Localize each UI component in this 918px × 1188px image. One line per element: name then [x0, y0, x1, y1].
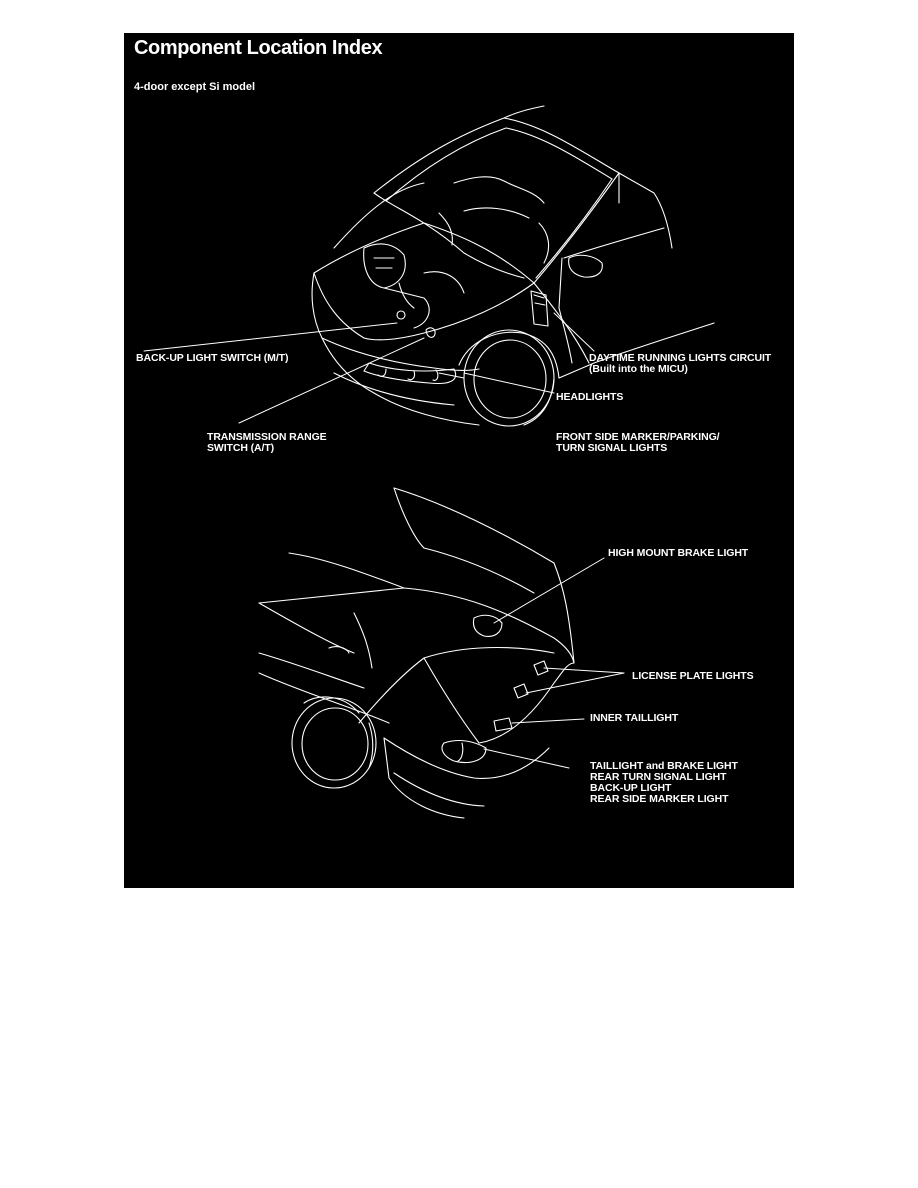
label-drl-circuit — [589, 353, 771, 375]
page-title: Component Location Index — [134, 37, 383, 59]
label-taillight-line-2: REAR TURN SIGNAL LIGHT — [590, 771, 727, 783]
rear-car-drawing — [259, 488, 574, 818]
headlights-leader — [464, 373, 554, 393]
front-car-drawing — [312, 106, 714, 426]
label-drl-circuit-line-1: DAYTIME RUNNING LIGHTS CIRCUIT — [589, 352, 772, 364]
label-front-side-marker — [556, 432, 719, 454]
label-taillight-line-1: TAILLIGHT and BRAKE LIGHT — [590, 760, 738, 772]
label-transmission-range-switch — [207, 432, 327, 454]
rear-leader-lines — [484, 558, 624, 768]
backup-switch-leader — [144, 323, 397, 351]
high-mount-leader — [494, 558, 604, 623]
label-inner-taillight: INNER TAILLIGHT — [590, 712, 679, 724]
label-backup-light-switch: BACK-UP LIGHT SWITCH (M/T) — [136, 352, 289, 364]
label-headlights: HEADLIGHTS — [556, 391, 624, 403]
label-taillight-line-3: BACK-UP LIGHT — [590, 782, 672, 794]
page-subtitle: 4-door except Si model — [134, 81, 256, 93]
license-leader-1 — [544, 668, 624, 673]
label-taillight-line-4: REAR SIDE MARKER LIGHT — [590, 793, 729, 805]
diagram-panel — [124, 33, 794, 888]
license-leader-2 — [526, 673, 624, 693]
label-front-marker-line-2: TURN SIGNAL LIGHTS — [556, 442, 668, 454]
label-drl-circuit-line-2: (Built into the MICU) — [589, 363, 688, 375]
front-leader-lines — [144, 313, 594, 423]
drl-circuit-leader — [554, 313, 594, 351]
transmission-range-leader — [239, 338, 424, 423]
front-marker-leader — [439, 373, 464, 378]
label-high-mount-brake-light: HIGH MOUNT BRAKE LIGHT — [608, 547, 749, 559]
label-transmission-line-1: TRANSMISSION RANGE — [207, 431, 327, 443]
label-taillight-group — [590, 761, 738, 805]
label-front-marker-line-1: FRONT SIDE MARKER/PARKING/ — [556, 431, 720, 443]
label-license-plate-lights: LICENSE PLATE LIGHTS — [632, 670, 754, 682]
taillight-leader — [484, 749, 569, 768]
label-transmission-line-2: SWITCH (A/T) — [207, 442, 275, 454]
